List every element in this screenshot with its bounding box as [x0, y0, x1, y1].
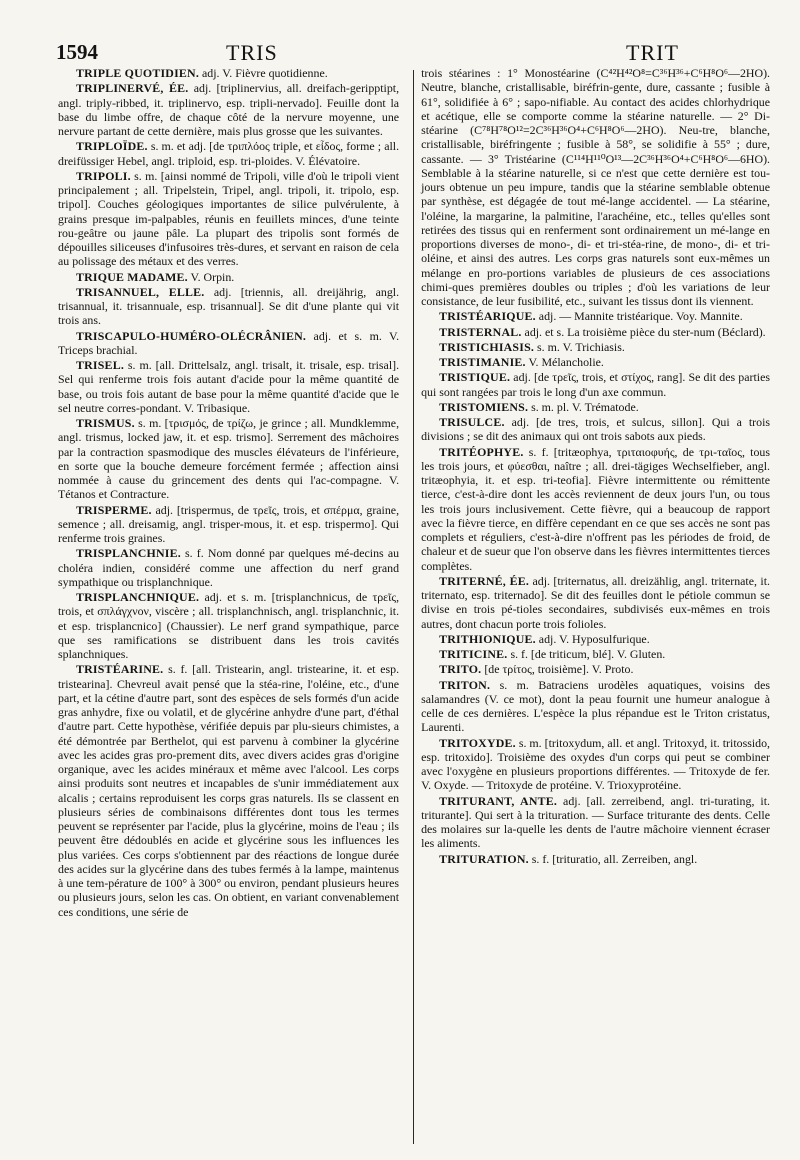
entry-text: s. m. et adj. [de τριπλόος triple, et εἶδος, forme ; all. dreifüssiger Hebel, angl. triploid, esp. tri-ploides. V. Élévatoire.	[58, 139, 400, 168]
dictionary-entry	[421, 852, 770, 866]
entry-headword: TRISPLANCHNIE.	[76, 546, 181, 561]
entry-text: s. m. [ainsi nommé de Tripoli, ville d'où le tripoli vient principalement ; all. Tripelstein, Tripel, angl. tripoli, it. tripolo, esp. tripol]. Couches géologiques importantes de silice pulvérulente, à grains presque im-palpables, réunis en feuillets minces, d'une teinte rou-geâtre ou jaune pâle. La plupart des tripolis sont formés de dépouilles siliceuses d'infusoires très-dures, et servant en raison de cela au polissage des métaux et des verres.	[58, 168, 400, 269]
entry-headword: TRISPLANCHNIQUE.	[76, 590, 200, 604]
dictionary-entry	[421, 632, 770, 646]
dictionary-entry	[58, 329, 399, 358]
entry-text: adj. [trispermus, de τρεῖς, trois, et σπέρμα, graine, semence ; all. dreisamig, angl. trisper-mous, it. et esp. trispermo]. Qui renferme trois graines.	[58, 502, 400, 545]
dictionary-entry	[58, 81, 399, 138]
right-column	[421, 66, 770, 1150]
entry-headword: TRISTÉARINE.	[76, 662, 164, 677]
entry-headword: TRIPOLI.	[76, 168, 131, 183]
dictionary-entry	[421, 400, 770, 414]
page-number: 1594	[56, 40, 98, 64]
dictionary-entry	[58, 590, 399, 661]
entry-text: s. f. Nom donné par quelques mé-decins au choléra indien, considéré comme une affection du nerf grand sympathique ou trisplanchnique.	[58, 546, 400, 589]
entry-headword: TRISTERNAL.	[439, 324, 522, 339]
entry-text: s. m. [τρισμός, de τρίζω, je grince ; all. Mundklemme, angl. trismus, locked jaw, it. et esp. trismo]. Serrement des mâchoires par la contraction spasmodique des muscles élévateurs de l'inférieure, en sorte que la bouche demeure forcément fermée ; affection ainsi nommée à cause du grincement des dents qui l'ac-compagne. V. Tétanos et Contracture.	[58, 416, 400, 502]
entry-text: V. Orpin.	[187, 269, 235, 284]
entry-headword: TRIQUE MADAME.	[76, 269, 188, 284]
entry-headword: TRIPLOÏDE.	[76, 139, 148, 154]
dictionary-entry	[421, 647, 770, 661]
entry-text: adj. et s. m. [trisplanchnicus, de τρεῖς, trois, et σπλάγχνον, viscère ; all. trisplanchnisch, angl. trisplanchnic, it. et esp. trisplancnico] (Chaussier). Le nerf grand sympathique, parce que ses ramifications se distribuent dans les trois cavités splanchniques.	[58, 590, 400, 661]
entry-text: adj. [all. zerreibend, angl. tri-turating, it. triturante]. Qui sert à la trituration. — Surface triturante des dents. Celle des molaires sur la-quelle les dents de l'autre mâchoire viennent écraser les aliments.	[421, 793, 770, 851]
entry-text: trois stéarines : 1° Monostéarine (C⁴²H⁴²O⁸=C³⁶H³⁶+C⁶H⁸O⁶—2HO). Neutre, blanche, cristallisable, biréfrin-gente, dure, cassante ; fusible à 61°, solidifiée à 6° ; sapo-nifiable. Au contact des acides chlorhydrique et acétique, elle se comporte comme la stéarine naturelle. — 2° Di-stéarine (C⁷⁸H⁷⁸O¹²=2C³⁶H³⁶O⁴+C⁶H⁸O⁶—2HO). Neu-tre, blanche, cristallisable, biréfringente ; fusible à 58°, se solidifie à 55° ; dure, cassante. — 3° Tristéarine (C¹¹⁴H¹¹⁰O¹³—2C³⁶H³⁶O⁴+C⁶H⁸O⁶—6HO). Semblable à la stéarine naturelle, si ce n'est que cette dernière est tou-jours obtenue un peu impure, tandis que la stéarine semblable obtenue par synthèse, est dégagée de tout mé-lange accidentel. — La stéarine, l'oléine, la margarine, la palmitine, l'arachéine, etc., telles qu'elles sont retirées des tissus qui en renferment sont ordinairement un mé-lange en proportions diverses de mono-, di- et tri-stéa-rine, de mono-, di- et tri-oléine, et ainsi des autres. Les corps gras naturels sont eux-mêmes un mélange en pro-portions variables de plusieurs de ces associations chimi-ques premières doubles ou triples ; d'où les variations de leur consistance, de leur fusibilité, etc., suivant les tissus dont ils viennent.	[421, 66, 770, 308]
entry-headword: TRITURANT, ANTE.	[439, 793, 558, 808]
entry-headword: TRISTOMIENS.	[439, 399, 529, 414]
entry-text: s. f. [de triticum, blé]. V. Gluten.	[507, 647, 666, 661]
entry-headword: TRISULCE.	[439, 415, 505, 429]
dictionary-entry	[58, 358, 399, 415]
entry-headword: TRISANNUEL, ELLE.	[76, 284, 205, 299]
entry-headword: TRITON.	[439, 677, 491, 692]
entry-text: s. m. V. Trichiasis.	[534, 339, 625, 354]
dictionary-entry	[421, 340, 770, 354]
entry-headword: TRITÉOPHYE.	[439, 444, 524, 459]
entry-text: adj. V. Fièvre quotidienne.	[199, 66, 328, 80]
left-column	[58, 66, 399, 1150]
dictionary-entry	[58, 270, 399, 284]
entry-headword: TRIPLE QUOTIDIEN.	[76, 66, 199, 80]
dictionary-entry	[421, 415, 770, 444]
entry-headword: TRISTIMANIE.	[439, 355, 526, 369]
entry-text: [de τρίτος, troisième]. V. Proto.	[481, 662, 634, 677]
dictionary-entry	[421, 370, 770, 399]
dictionary-entry	[421, 355, 770, 369]
dictionary-entry	[421, 445, 770, 573]
entry-text: adj. et s. La troisième pièce du ster-num (Béclard).	[521, 324, 766, 339]
dictionary-entry	[58, 285, 399, 328]
dictionary-entry	[58, 66, 399, 80]
dictionary-entry	[58, 169, 399, 269]
dictionary-entry	[421, 662, 770, 676]
entry-headword: TRISMUS.	[76, 416, 135, 430]
dictionary-entry	[421, 678, 770, 735]
columns	[58, 66, 770, 1150]
dictionary-entry	[58, 662, 399, 919]
entry-headword: TRIPLINERVÉ, ÉE.	[76, 81, 189, 96]
entry-text: adj. [de tres, trois, et sulcus, sillon]. Qui a trois divisions ; se dit des animaux qui ont trois sabots aux pieds.	[421, 415, 770, 444]
entry-text: s. m. [tritoxydum, all. et angl. Tritoxyd, it. tritossido, esp. tritoxido]. Troisième des oxydes d'un corps qui peut se combiner avec l'oxygène en plusieurs proportions différentes. — Tritoxyde de fer. V. Oxyde. — Tritoxyde de protéine. V. Trioxyprotéine.	[421, 735, 770, 793]
entry-text: adj. [triplinervius, all. dreifach-geripptipt, angl. triply-ribbed, it. triplinervo, esp. tripli-nervado]. Feuille dont la base du limbe offre, de chaque côté de la nervure moyenne, une nervure partant de cette dernière, mais plus grosse que les suivantes.	[58, 81, 400, 138]
entry-text: s. f. [trituratio, all. Zerreiben, angl.	[528, 851, 698, 866]
dictionary-entry	[421, 736, 770, 793]
entry-headword: TRISEL.	[76, 358, 124, 372]
dictionary-entry	[421, 794, 770, 851]
dictionary-entry	[421, 574, 770, 631]
entry-headword: TRITURATION.	[439, 851, 529, 866]
dictionary-entry	[58, 416, 399, 502]
dictionary-entry	[421, 309, 770, 323]
entry-headword: TRITICINE.	[439, 647, 508, 661]
entry-text: adj. [de τρεῖς, trois, et στίχος, rang]. Se dit des parties qui sont rangées par trois le long d'un axe commun.	[421, 370, 770, 399]
page-header	[56, 38, 772, 68]
entry-text: s. m. Batraciens urodèles aquatiques, voisins des salamandres (V. ce mot), dont la peau fournit une humeur analogue à celle de ces dernières. L'espèce la plus répandue est le Triton cristatus, Laurenti.	[421, 677, 770, 735]
entry-text: s. f. [tritæophya, τριταιοφυής, de τρι-ταῖος, tous les trois jours, et φύεσθαι, naître ; all. drei-tägiges Wechselfieber, angl. tritæophyia, it. et esp. tri-teofia]. Fièvre intermittente ou rémittente tierce, c'est-à-dire dont les accès reviennent de deux jours l'un, ou tous les trois jours inclusivement. Cette fièvre, qui a beaucoup de rapport avec la fièvre tierce, en diffère cependant en ce que ses accès ne sont pas complets et réguliers, c'est-à-dire n'offrent pas les périodes de froid, de chaleur et de sueur que l'on observe dans les fièvres intermittentes tierces complètes.	[421, 444, 770, 573]
entry-text: s. m. [all. Drittelsalz, angl. trisalt, it. trisale, esp. trisal]. Sel qui renferme trois fois autant d'acide pour la même quantité de base, ou trois fois autant de base pour la même quantité d'acide que le sel neutre corres-pondant. V. Tribasique.	[58, 358, 400, 415]
entry-headword: TRISTÉARIQUE.	[439, 309, 536, 324]
entry-headword: TRISTICHIASIS.	[439, 339, 535, 354]
dictionary-entry	[421, 325, 770, 339]
entry-text: adj. [triternatus, all. dreizählig, angl. triternate, it. triternato, esp. triternado]. Se dit des feuilles dont le pétiole commun se divise en trois pé-tioles secondaires, subdivisés eux-mêmes en trois autres, dont chacun porte trois folioles.	[421, 573, 770, 631]
entry-text: adj. V. Hyposulfurique.	[535, 631, 650, 646]
entry-headword: TRITERNÉ, ÉE.	[439, 573, 530, 588]
entry-text: s. m. pl. V. Trématode.	[528, 399, 639, 414]
entry-headword: TRITHIONIQUE.	[439, 631, 536, 646]
running-head-right: TRIT	[626, 40, 679, 65]
entry-text: adj. — Mannite tristéarique. Voy. Mannite.	[535, 309, 743, 324]
entry-text: s. f. [all. Tristearin, angl. tristearine, it. et esp. tristearina]. Chevreul avait pensé que la stéa-rine, l'oléine, etc., d'une part, et la cétine d'autre part, sont des espèces de sels formés d'un acide gras anhydre, fixe ou volatil, et de glycérine anhydre d'une part, d'éthal d'autre part. Cette hypothèse, vérifiée depuis par plu-sieurs chimistes, a été démontrée par Berthelot, qui est parvenu à combiner la glycérine avec les acides gras pro-prement dits, avec divers acides gras d'origine organique, avec les acides minéraux et même avec l'alcool. Les corps ainsi produits sont neutres et incapables de s'unir immédiatement aux alcalis ; certains reproduisent les corps gras naturels. Ils se classent en plusieurs séries de combinaisons différentes dont tous les termes peuvent se représenter par l'acide, plus la glycérine, moins de l'eau ; ils peuvent être dédoublés en acide et glycérine sous les influences les plus variées. Ces corps s'obtiennent par des réactions de longue durée des acides sur la glycérine dans des tubes fermés à la lampe, maintenus à une tem-pérature de 100° à 300° ou environ, pendant plusieurs heures ou plusieurs jours, selon les cas. On obtient, en variant convenablement ces conditions, une série de	[58, 662, 400, 919]
entry-text: adj. [triennis, all. dreijährig, angl. trisannual, it. trisannuale, esp. trisannual]. Se dit d'une plante qui vit trois ans.	[58, 284, 400, 328]
entry-headword: TRISPERME.	[76, 502, 152, 517]
dictionary-entry	[58, 503, 399, 546]
entry-text: adj. et s. m. V. Triceps brachial.	[58, 328, 400, 357]
dictionary-entry	[58, 139, 399, 168]
entry-headword: TRITO.	[439, 662, 482, 677]
dictionary-entry	[421, 66, 770, 308]
dictionary-entry	[58, 546, 399, 589]
entry-headword: TRITOXYDE.	[439, 735, 516, 750]
entry-text: V. Mélancholie.	[525, 355, 604, 369]
entry-headword: TRISCAPULO-HUMÉRO-OLÉCRÂNIEN.	[76, 328, 307, 343]
entry-headword: TRISTIQUE.	[439, 370, 511, 385]
running-head-left: TRIS	[226, 40, 278, 65]
